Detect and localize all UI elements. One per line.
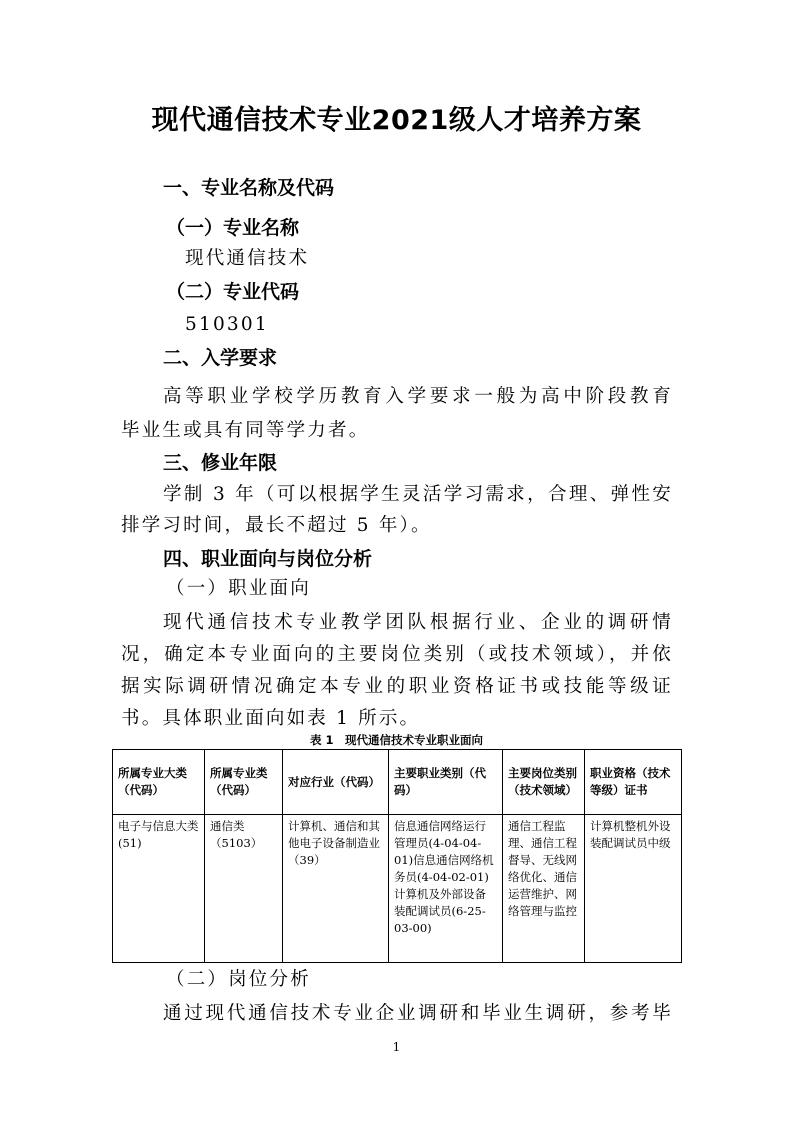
section-4-paragraph-line: 据实际调研情况确定本专业的职业资格证书或技能等级证 — [121, 676, 673, 697]
table-caption: 表 1 现代通信技术专业职业面向 — [309, 733, 483, 747]
section-4-2-heading: （二）岗位分析 — [166, 969, 311, 990]
section-4-heading: 四、职业面向与岗位分析 — [163, 548, 373, 570]
section-2-paragraph-line: 高等职业学校学历教育入学要求一般为高中阶段教育 — [163, 386, 673, 407]
section-2-paragraph-line: 毕业生或具有同等学力者。 — [121, 420, 370, 441]
section-1-2-heading: （二）专业代码 — [166, 281, 300, 303]
section-4-2-paragraph-line: 通过现代通信技术专业企业调研和毕业生调研，参考毕 — [163, 1003, 673, 1024]
table-cell: 计算机整机外设装配调试员中级 — [585, 815, 682, 963]
table-cell: 通信类（5103） — [205, 815, 283, 963]
section-2-heading: 二、入学要求 — [163, 347, 278, 369]
occupation-table — [112, 749, 682, 963]
section-1-1-heading: （一）专业名称 — [166, 217, 300, 239]
table-header-cell: 所属专业大类（代码） — [113, 750, 205, 815]
major-name: 现代通信技术 — [185, 248, 310, 269]
section-1-heading: 一、专业名称及代码 — [163, 177, 335, 199]
table-row — [113, 815, 682, 963]
section-4-paragraph-line: 况，确定本专业面向的主要岗位类别（或技术领域），并依 — [121, 644, 673, 665]
table-header-cell: 主要职业类别（代码） — [389, 750, 503, 815]
table-header-cell: 对应行业（代码） — [283, 750, 389, 815]
section-4-paragraph-line: 现代通信技术专业教学团队根据行业、企业的调研情 — [163, 612, 673, 633]
major-code: 510301 — [185, 314, 269, 335]
section-3-heading: 三、修业年限 — [163, 452, 278, 474]
table-cell: 计算机、通信和其他电子设备制造业（39） — [283, 815, 389, 963]
section-3-paragraph-line: 排学习时间，最长不超过 5 年）。 — [121, 515, 432, 536]
table-header-cell: 主要岗位类别（技术领域） — [503, 750, 585, 815]
section-4-paragraph-line: 书。具体职业面向如表 1 所示。 — [121, 708, 421, 729]
table-cell: 电子与信息大类(51) — [113, 815, 205, 963]
page-title: 现代通信技术专业2021级人才培养方案 — [151, 105, 642, 136]
table-cell: 通信工程监理、通信工程督导、无线网络优化、通信运营维护、网络管理与监控 — [503, 815, 585, 963]
table-cell: 信息通信网络运行管理员(4-04-04-01)信息通信网络机务员(4-04-02-01)计算机及外部设备装配调试员(6-25-03-00) — [389, 815, 503, 963]
section-4-1-heading: （一）职业面向 — [166, 578, 311, 599]
table-header-row — [113, 750, 682, 815]
table-header-cell: 职业资格（技术等级）证书 — [585, 750, 682, 815]
table-header-cell: 所属专业类（代码） — [205, 750, 283, 815]
page-number: 1 — [392, 1040, 401, 1054]
section-3-paragraph-line: 学制 3 年（可以根据学生灵活学习需求，合理、弹性安 — [163, 484, 673, 505]
